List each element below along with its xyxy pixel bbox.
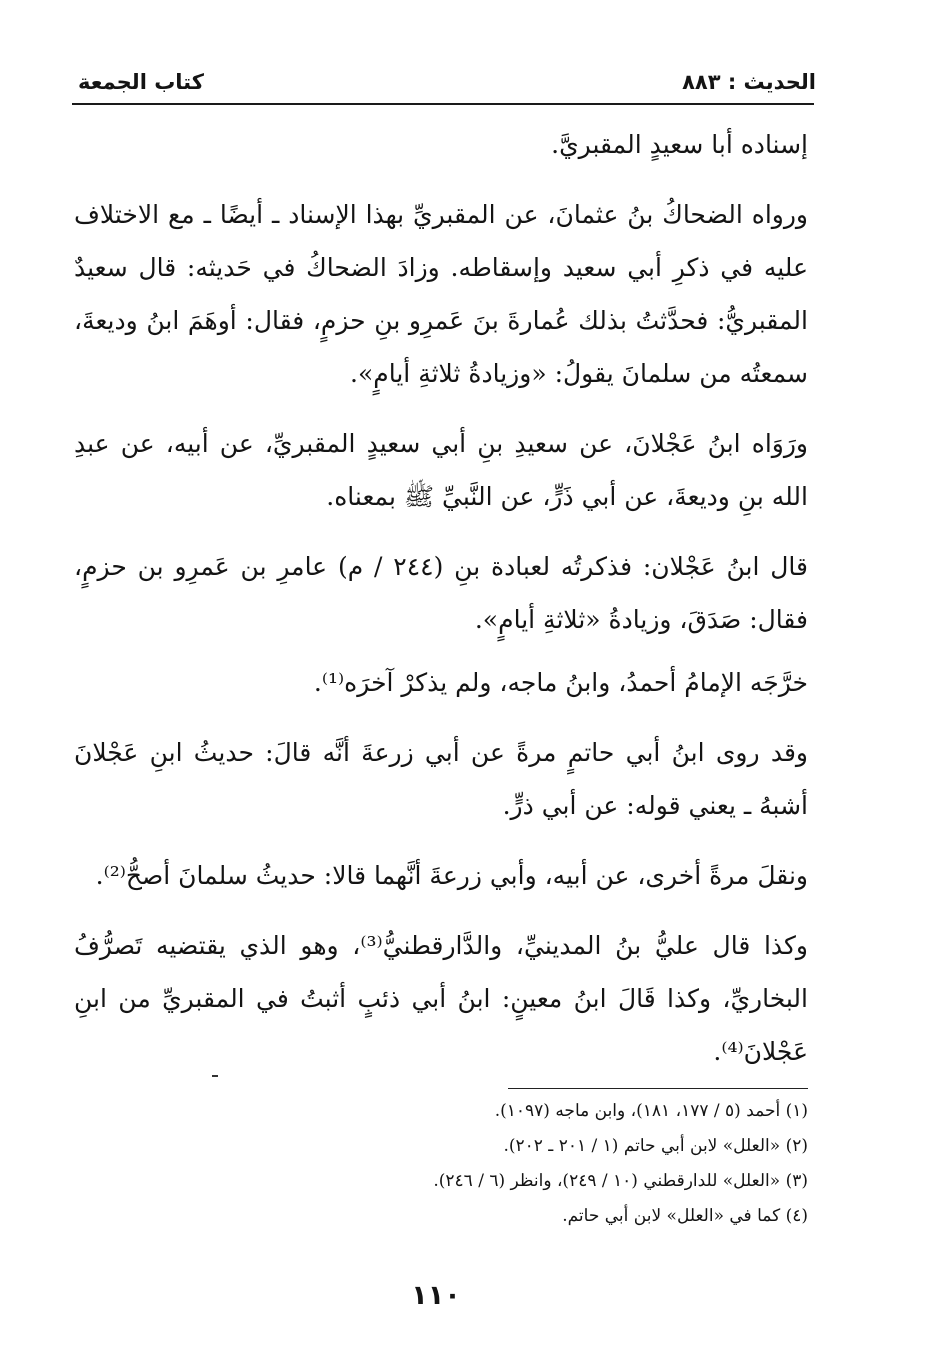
footnotes (200, 1094, 808, 1234)
page-number: ١١٠ (411, 1280, 461, 1311)
book-title: كتاب الجمعة (78, 70, 204, 94)
paragraph-7: ونقلَ مرةً أخرى، عن أبيه، وأبي زرعةَ أنَّهما قالا: حديثُ سلمانَ أصحُّ⁽²⁾. (95, 861, 808, 890)
footnote-2: (٢) «العلل» لابن أبي حاتم (١ / ٢٠١ ـ ٢٠٢). (503, 1136, 808, 1156)
hadith-number: الحديث : ٨٨٣ (682, 70, 816, 94)
paragraph-8: وكذا قال عليُّ بنُ المدينيِّ، والدَّارقطنيُّ⁽³⁾، وهو الذي يقتضيه تَصرُّفُ البخاريِّ، وكذا قَالَ ابنُ معينٍ: ابنُ أبي ذئبٍ أثبتُ في المقبريِّ من ابنِ عَجْلانَ⁽⁴⁾. (74, 931, 808, 1066)
paragraph-6: وقد روى ابنُ أبي حاتمٍ مرةً عن أبي زرعةَ أنَّه قالَ: حديثُ ابنِ عَجْلانَ أشبهُ ـ يعني قوله: عن أبي ذرٍّ. (74, 738, 808, 820)
footnote-4: (٤) كما في «العلل» لابن أبي حاتم. (562, 1206, 808, 1226)
paragraph-1: إسناده أبا سعيدٍ المقبريَّ. (551, 130, 808, 159)
header-rule (72, 103, 814, 105)
running-header (72, 70, 816, 104)
main-text (74, 118, 808, 1095)
stray-mark (212, 1075, 218, 1077)
footnote-3: (٣) «العلل» للدارقطني (١٠ / ٢٤٩)، وانظر (٦ / ٢٤٦). (433, 1171, 808, 1191)
paragraph-2: ورواه الضحاكُ بنُ عثمانَ، عن المقبريِّ بهذا الإسناد ـ أيضًا ـ مع الاختلاف عليه في ذكرِ أبي سعيد وإسقاطه. وزادَ الضحاكُ في حَديثه: قال سعيدٌ المقبريُّ: فحدَّثتُ بذلك عُمارةَ بنَ عَمرِو بنِ حزمٍ، فقال: أوهَمَ ابنُ وديعةَ، سمعتُه من سلمانَ يقولُ: «وزيادةُ ثلاثةِ أيامٍ». (74, 200, 808, 388)
paragraph-5: خرَّجَه الإمامُ أحمدُ، وابنُ ماجه، ولم يذكرْ آخرَه⁽¹⁾. (313, 668, 808, 697)
footnote-1: (١) أحمد (٥ / ١٧٧، ١٨١)، وابن ماجه (١٠٩٧). (494, 1101, 808, 1121)
footnote-rule (508, 1088, 808, 1089)
paragraph-3: ورَوَاه ابنُ عَجْلانَ، عن سعيدِ بنِ أبي سعيدٍ المقبريِّ، عن أبيه، عن عبدِ الله بنِ وديعةَ، عن أبي ذَرٍّ، عن النَّبيِّ ﷺ بمعناه. (74, 429, 808, 511)
paragraph-4: قال ابنُ عَجْلان: فذكرتُه لعبادة بنِ (٢٤٤ / م) عامرِ بن عَمرِو بن حزمٍ، فقال: صَدَقَ، وزيادةُ «ثلاثةِ أيامٍ». (74, 552, 808, 634)
